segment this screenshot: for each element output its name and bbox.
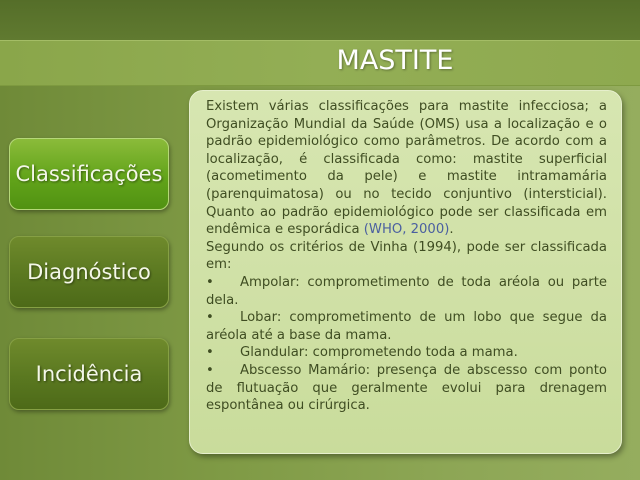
intro-period: . [449,222,454,238]
bullet-icon: • [206,345,214,361]
list-item-text: Glandular: comprometendo toda a mama. [240,345,518,361]
list-item-text: Ampolar: comprometimento de toda aréola ou parte dela. [206,274,607,308]
bullet-icon: • [206,274,214,290]
list-item [206,362,607,415]
page-title: MASTITE [336,45,454,76]
classification-list [206,274,607,415]
nav-button-incidencia[interactable]: Incidência [9,338,169,410]
list-item [206,274,607,309]
vinha-paragraph: Segundo os critérios de Vinha (1994), pode ser classificada em: [206,239,607,273]
content-panel [189,90,622,454]
nav-button-diagnostico[interactable]: Diagnóstico [9,236,169,308]
list-item [206,344,607,362]
list-item-text: Abscesso Mamário: presença de abscesso com ponto de flutuação que geralmente evolui para drenagem espontânea ou cirúrgica. [206,362,607,414]
bullet-icon: • [206,310,214,326]
intro-text: Existem várias classificações para mastite infecciosa; a Organização Mundial da Saúde (OMS) usa a localização e o padrão epidemiológico como parâmetros. De acordo com a localização, é classificada como: mastite superficial (acometimento da pele) e mastite intramamária (parenquimatosa) ou no tecido conjuntivo (intersticial). Quanto ao padrão epidemiológico pode ser classificada em endêmica e esporádica [206,99,607,238]
who-reference: (WHO, 2000) [363,222,450,238]
top-band [0,0,640,40]
bullet-icon: • [206,362,214,378]
list-item-text: Lobar: comprometimento de um lobo que segue da aréola até a base da mama. [206,310,607,343]
list-item [206,309,607,344]
nav-button-classificacoes[interactable]: Classificações [9,138,169,210]
intro-paragraph [206,98,607,239]
